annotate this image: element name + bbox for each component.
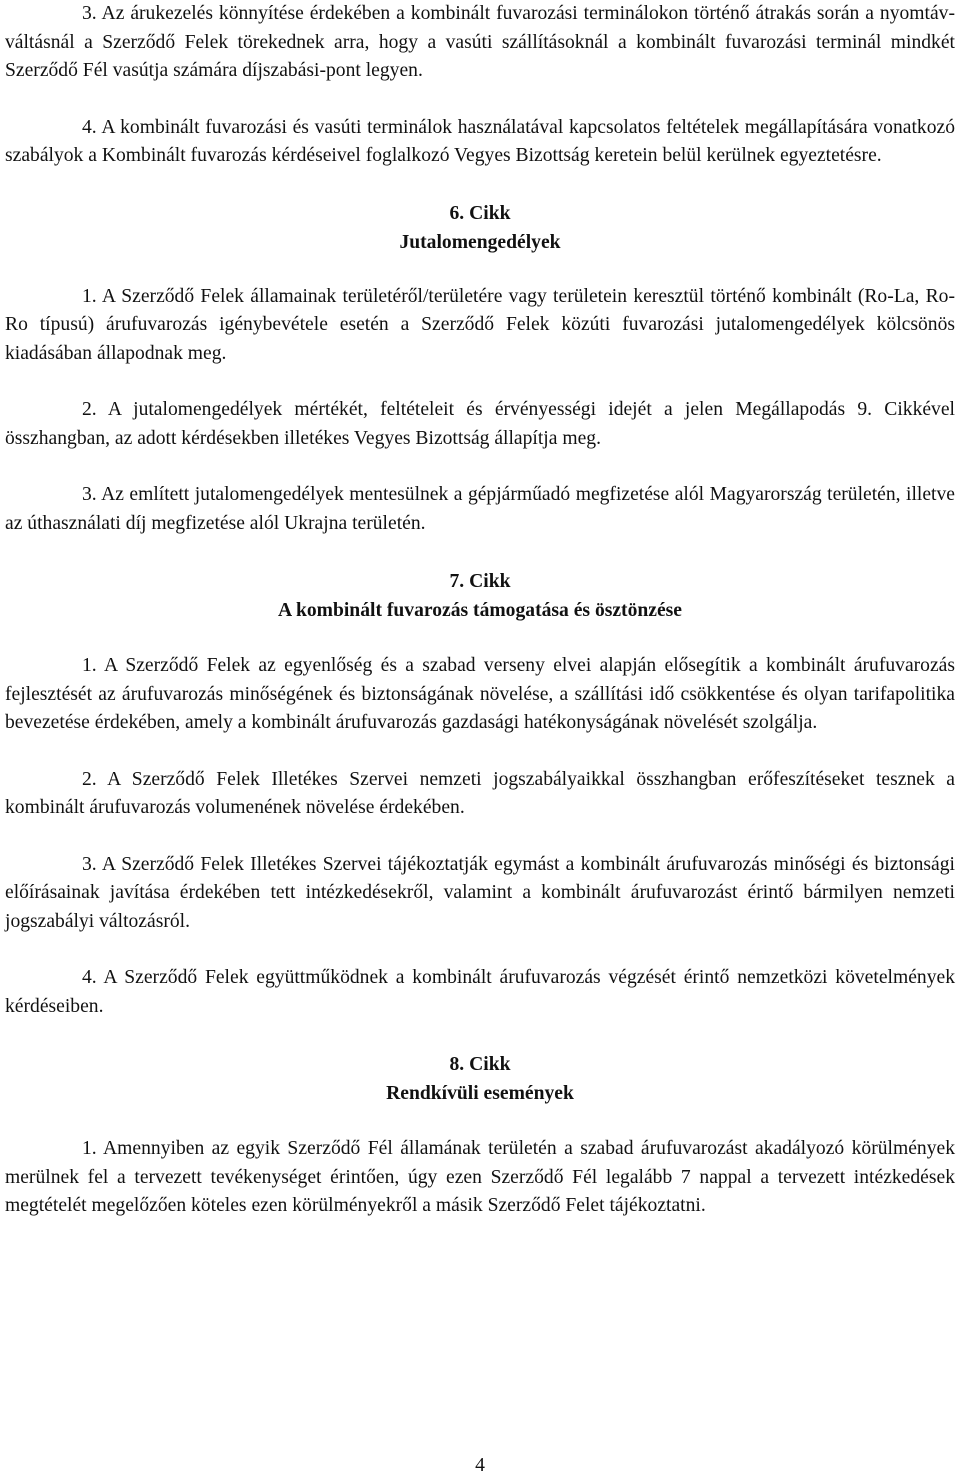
article-7-heading: [5, 567, 955, 625]
paragraph-art7-4: 4. A Szerződő Felek együttműködnek a kombinált árufuvarozás végzését érintő nemzetközi követelmények kérdéseiben.: [5, 967, 955, 1017]
paragraph-art8-1: 1. Amennyiben az egyik Szerződő Fél államának területén a szabad árufuvarozást akadályozó körülmények merülnek fel a tervezett tevékenységet érintően, úgy ezen Szerződő Fél legalább 7 nappal a tervezett intézkedések megtételét megelőzően köteles ezen körülményekről a másik Szerződő Felet tájékoztatni.: [5, 1138, 955, 1216]
page-number: 4: [475, 1455, 485, 1476]
paragraph-art7-1: 1. A Szerződő Felek az egyenlőség és a szabad verseny elvei alapján elősegítik a kombinált árufuvarozás fejlesztését az árufuvarozás minőségének és biztonságának növelése, a szállítási idő csökkentése és olyan tarifapolitika bevezetése érdekében, amely a kombinált árufuvarozás gazdasági hatékonyságának növelését szolgálja.: [5, 655, 955, 733]
article-6-heading: [5, 199, 955, 257]
paragraph-art5-4: 4. A kombinált fuvarozási és vasúti terminálok használatával kapcsolatos feltételek megállapítására vonatkozó szabályok a Kombinált fuvarozás kérdéseivel foglalkozó Vegyes Bizottság keretein belül kerülnek egyeztetésre.: [5, 116, 955, 166]
article-8-title: Rendkívüli események: [386, 1083, 574, 1104]
article-6-title: Jutalomengedélyek: [399, 231, 561, 253]
article-7-title: A kombinált fuvarozás támogatása és ösztönzése: [277, 600, 682, 621]
paragraph-art7-3: 3. A Szerződő Felek Illetékes Szervei tájékoztatják egymást a kombinált árufuvarozás minőségi és biztonsági előírásainak javítása érdekében tett intézkedésekről, valamint a kombinált árufuvarozást érintő bármilyen nemzeti jogszabályi változásról.: [5, 853, 955, 932]
paragraph-art7-2: 2. A Szerződő Felek Illetékes Szervei nemzeti jogszabályaikkal összhangban erőfeszítéseket tesznek a kombinált árufuvarozás volumenének növelése érdekében.: [5, 768, 955, 818]
article-8-heading: [5, 1050, 955, 1108]
article-6-number: 6. Cikk: [449, 202, 511, 224]
article-7-number: 7. Cikk: [449, 571, 511, 592]
paragraph-art6-2: 2. A jutalomengedélyek mértékét, feltételeit és érvényességi idejét a jelen Megállapodás 9. Cikkével összhangban, az adott kérdésekben illetékes Vegyes Bizottság állapítja meg.: [5, 399, 955, 449]
paragraph-art6-1: 1. A Szerződő Felek államainak területéről/területére vagy területein keresztül történő kombinált (Ro-La, Ro-Ro típusú) árufuvarozás igénybevétele esetén a Szerződő Felek közúti fuvarozási jutalomengedélyek kölcsönös kiadásában állapodnak meg.: [5, 285, 955, 364]
paragraph-art5-3: 3. Az árukezelés könnyítése érdekében a kombinált fuvarozási terminálokon történő átrakás során a nyomtáv-váltásnál a Szerződő Felek törekednek arra, hogy a vasúti szállításoknál a kombinált fuvarozási terminál mindkét Szerződő Fél vasútja számára díjszabási-pont legyen.: [5, 3, 955, 81]
document-page: [5, 0, 955, 1221]
paragraph-art6-3: 3. Az említett jutalomengedélyek mentesülnek a gépjárműadó megfizetése alól Magyarország területén, illetve az úthasználati díj megfizetése alól Ukrajna területén.: [5, 484, 955, 534]
article-8-number: 8. Cikk: [449, 1054, 511, 1075]
